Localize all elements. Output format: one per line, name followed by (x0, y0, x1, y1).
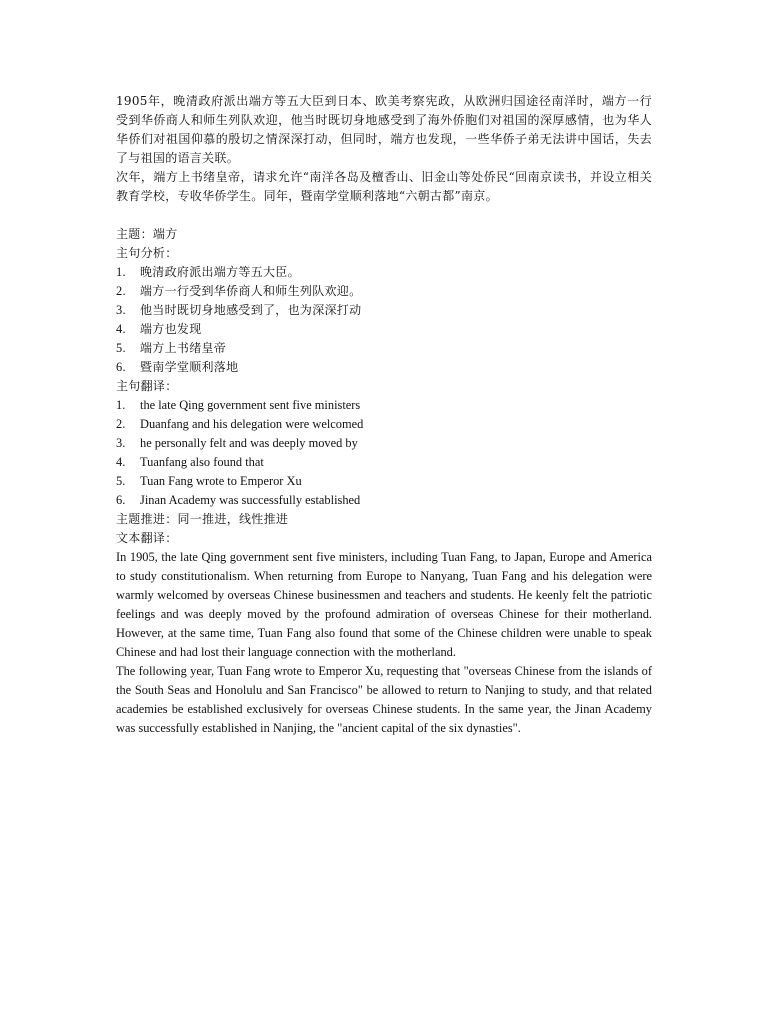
main-sentence-analysis-label: 主句分析： (116, 246, 178, 260)
analysis-item (116, 358, 652, 377)
theme-progression: 主题推进：同一推进，线性推进 (116, 512, 289, 526)
chinese-paragraph-2: 次年，端方上书绪皇帝，请求允许“南洋各岛及檀香山、旧金山等处侨民“回南京读书，并设立相关教育学校，专收华侨学生。同年，暨南学堂顺利落地“六朝古都”南京。 (116, 170, 652, 203)
item-text: 端方一行受到华侨商人和师生列队欢迎。 (140, 284, 362, 298)
item-text: 暨南学堂顺利落地 (140, 360, 239, 374)
item-number: 2. (116, 417, 126, 431)
english-paragraph-2: The following year, Tuan Fang wrote to Emperor Xu, requesting that "overseas Chinese from the islands of the South Seas and Honolulu and San Francisco" be allowed to return to Nanjing to study, and that related academies be established exclusively for overseas Chinese students. In the same year, the Jinan Academy was successfully established in Nanjing, the "ancient capital of the six dynasties". (116, 664, 652, 735)
analysis-item (116, 301, 652, 320)
translation-item (116, 453, 652, 472)
main-sentence-analysis-list (116, 263, 652, 377)
blank-line (116, 206, 652, 225)
document-page (116, 92, 652, 738)
item-number: 2. (116, 284, 126, 298)
item-number: 6. (116, 360, 126, 374)
item-text: Tuanfang also found that (140, 455, 264, 469)
item-text: Duanfang and his delegation were welcomed (140, 417, 364, 431)
translation-item (116, 434, 652, 453)
item-text: 晚清政府派出端方等五大臣。 (140, 265, 300, 279)
item-number: 3. (116, 303, 126, 317)
item-text: 他当时既切身地感受到了，也为深深打动 (140, 303, 362, 317)
translation-item (116, 415, 652, 434)
item-text: the late Qing government sent five ministers (140, 398, 361, 412)
translation-item (116, 396, 652, 415)
item-number: 4. (116, 322, 126, 336)
translation-item (116, 472, 652, 491)
item-number: 5. (116, 341, 126, 355)
chinese-paragraph-1: 1905年，晚清政府派出端方等五大臣到日本、欧美考察宪政，从欧洲归国途径南洋时，端方一行受到华侨商人和师生列队欢迎，他当时既切身地感受到了海外侨胞们对祖国的深厚感情，也为华人华侨们对祖国仰慕的殷切之情深深打动，但同时，端方也发现，一些华侨子弟无法讲中国话，失去了与祖国的语言关联。 (116, 94, 652, 165)
item-text: Tuan Fang wrote to Emperor Xu (140, 474, 302, 488)
item-text: 端方上书绪皇帝 (140, 341, 227, 355)
topic-label: 主题：端方 (116, 227, 178, 241)
item-number: 1. (116, 265, 126, 279)
item-text: he personally felt and was deeply moved by (140, 436, 358, 450)
item-text: Jinan Academy was successfully established (140, 493, 361, 507)
item-number: 3. (116, 436, 126, 450)
item-text: 端方也发现 (140, 322, 202, 336)
translation-item (116, 491, 652, 510)
analysis-item (116, 320, 652, 339)
text-translation-label: 文本翻译： (116, 531, 178, 545)
english-paragraph-1: In 1905, the late Qing government sent five ministers, including Tuan Fang, to Japan, Europe and America to study constitutionalism. When returning from Europe to Nanyang, Tuan Fang and his delegation were warmly welcomed by overseas Chinese businessmen and teachers and students. He keenly felt the patriotic feelings and was deeply moved by the profound admiration of overseas Chinese for their motherland. However, at the same time, Tuan Fang also found that some of the Chinese children were unable to speak Chinese and had lost their language connection with the motherland. (116, 550, 652, 659)
analysis-item (116, 339, 652, 358)
item-number: 5. (116, 474, 126, 488)
analysis-item (116, 282, 652, 301)
item-number: 6. (116, 493, 126, 507)
analysis-item (116, 263, 652, 282)
item-number: 4. (116, 455, 126, 469)
main-sentence-translation-label: 主句翻译： (116, 379, 178, 393)
item-number: 1. (116, 398, 126, 412)
main-sentence-translation-list (116, 396, 652, 510)
